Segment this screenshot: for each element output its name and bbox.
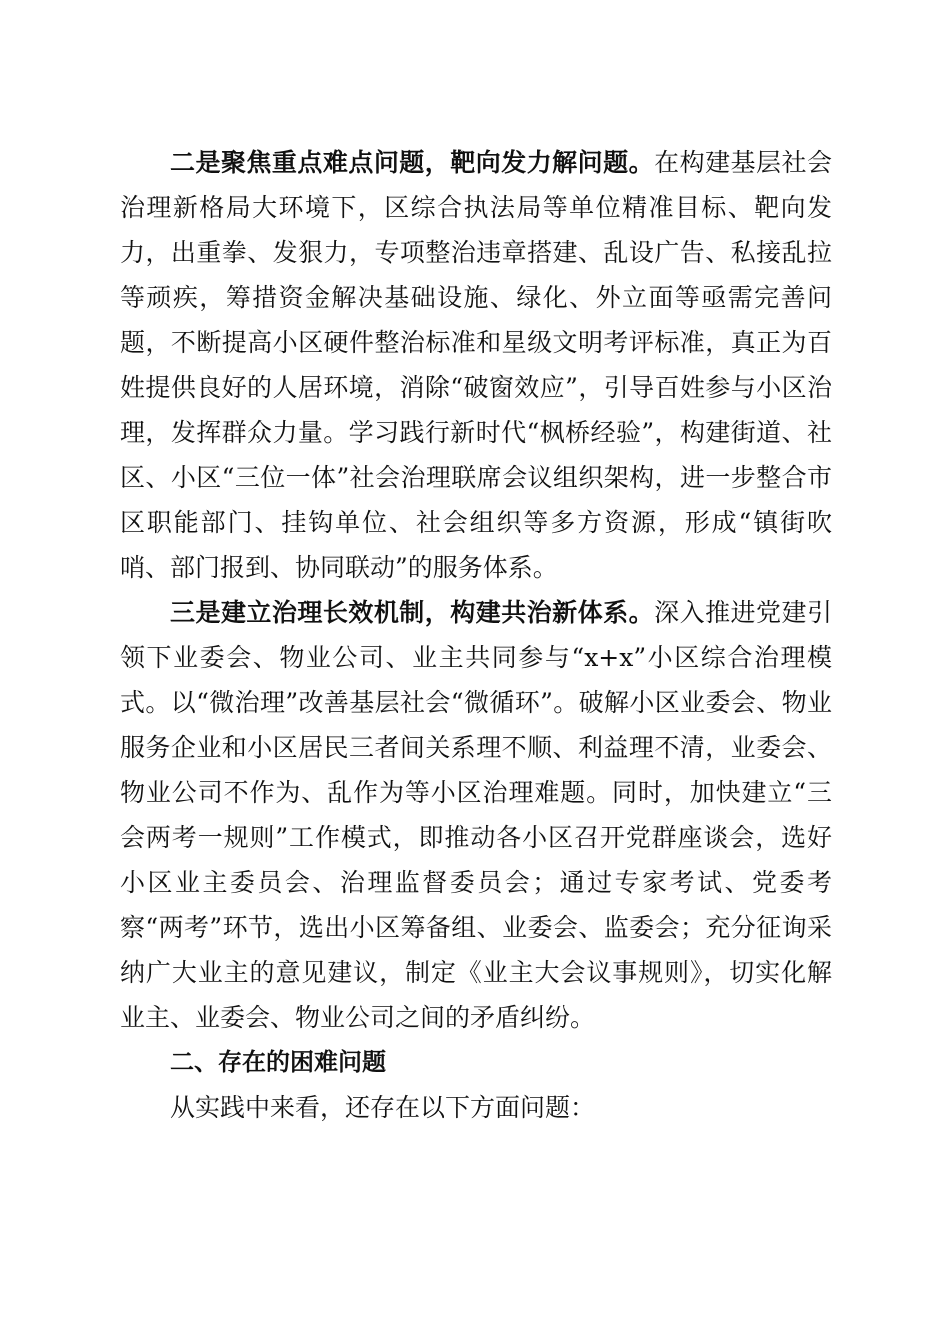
section-intro: 从实践中来看，还存在以下方面问题： (170, 1093, 596, 1122)
document-body (120, 140, 832, 1130)
paragraph-focus-problems (120, 140, 832, 590)
paragraph-body: 在构建基层社会治理新格局大环境下，区综合执法局等单位精准目标、靶向发力，出重拳、发狠力，专项整治违章搭建、乱设广告、私接乱拉等顽疾，筹措资金解决基础设施、绿化、外立面等亟需完善问题，不断提高小区硬件整治标准和星级文明考评标准，真正为百姓提供良好的人居环境，消除“破窗效应”，引导百姓参与小区治理，发挥群众力量。学习践行新时代“枫桥经验”，构建街道、社区、小区“三位一体”社会治理联席会议组织架构，进一步整合市区职能部门、挂钩单位、社会组织等多方资源，形成“镇街吹哨、部门报到、协同联动”的服务体系。 (120, 148, 832, 582)
paragraph-long-term-mechanism (120, 590, 832, 1040)
paragraph-body: 深入推进党建引领下业委会、物业公司、业主共同参与“x+x”小区综合治理模式。以“微治理”改善基层社会“微循环”。破解小区业委会、物业服务企业和小区居民三者间关系理不顺、利益理不清，业委会、物业公司不作为、乱作为等小区治理难题。同时，加快建立“三会两考一规则”工作模式，即推动各小区召开党群座谈会，选好小区业主委员会、治理监督委员会；通过专家考试、党委考察“两考”环节，选出小区筹备组、业委会、监委会；充分征询采纳广大业主的意见建议，制定《业主大会议事规则》，切实化解业主、业委会、物业公司之间的矛盾纠纷。 (120, 598, 832, 1032)
paragraph-lead: 二是聚焦重点难点问题，靶向发力解问题。 (170, 148, 655, 177)
paragraph-lead: 三是建立治理长效机制，构建共治新体系。 (170, 598, 655, 627)
section-heading: 二、存在的困难问题 (170, 1048, 386, 1076)
